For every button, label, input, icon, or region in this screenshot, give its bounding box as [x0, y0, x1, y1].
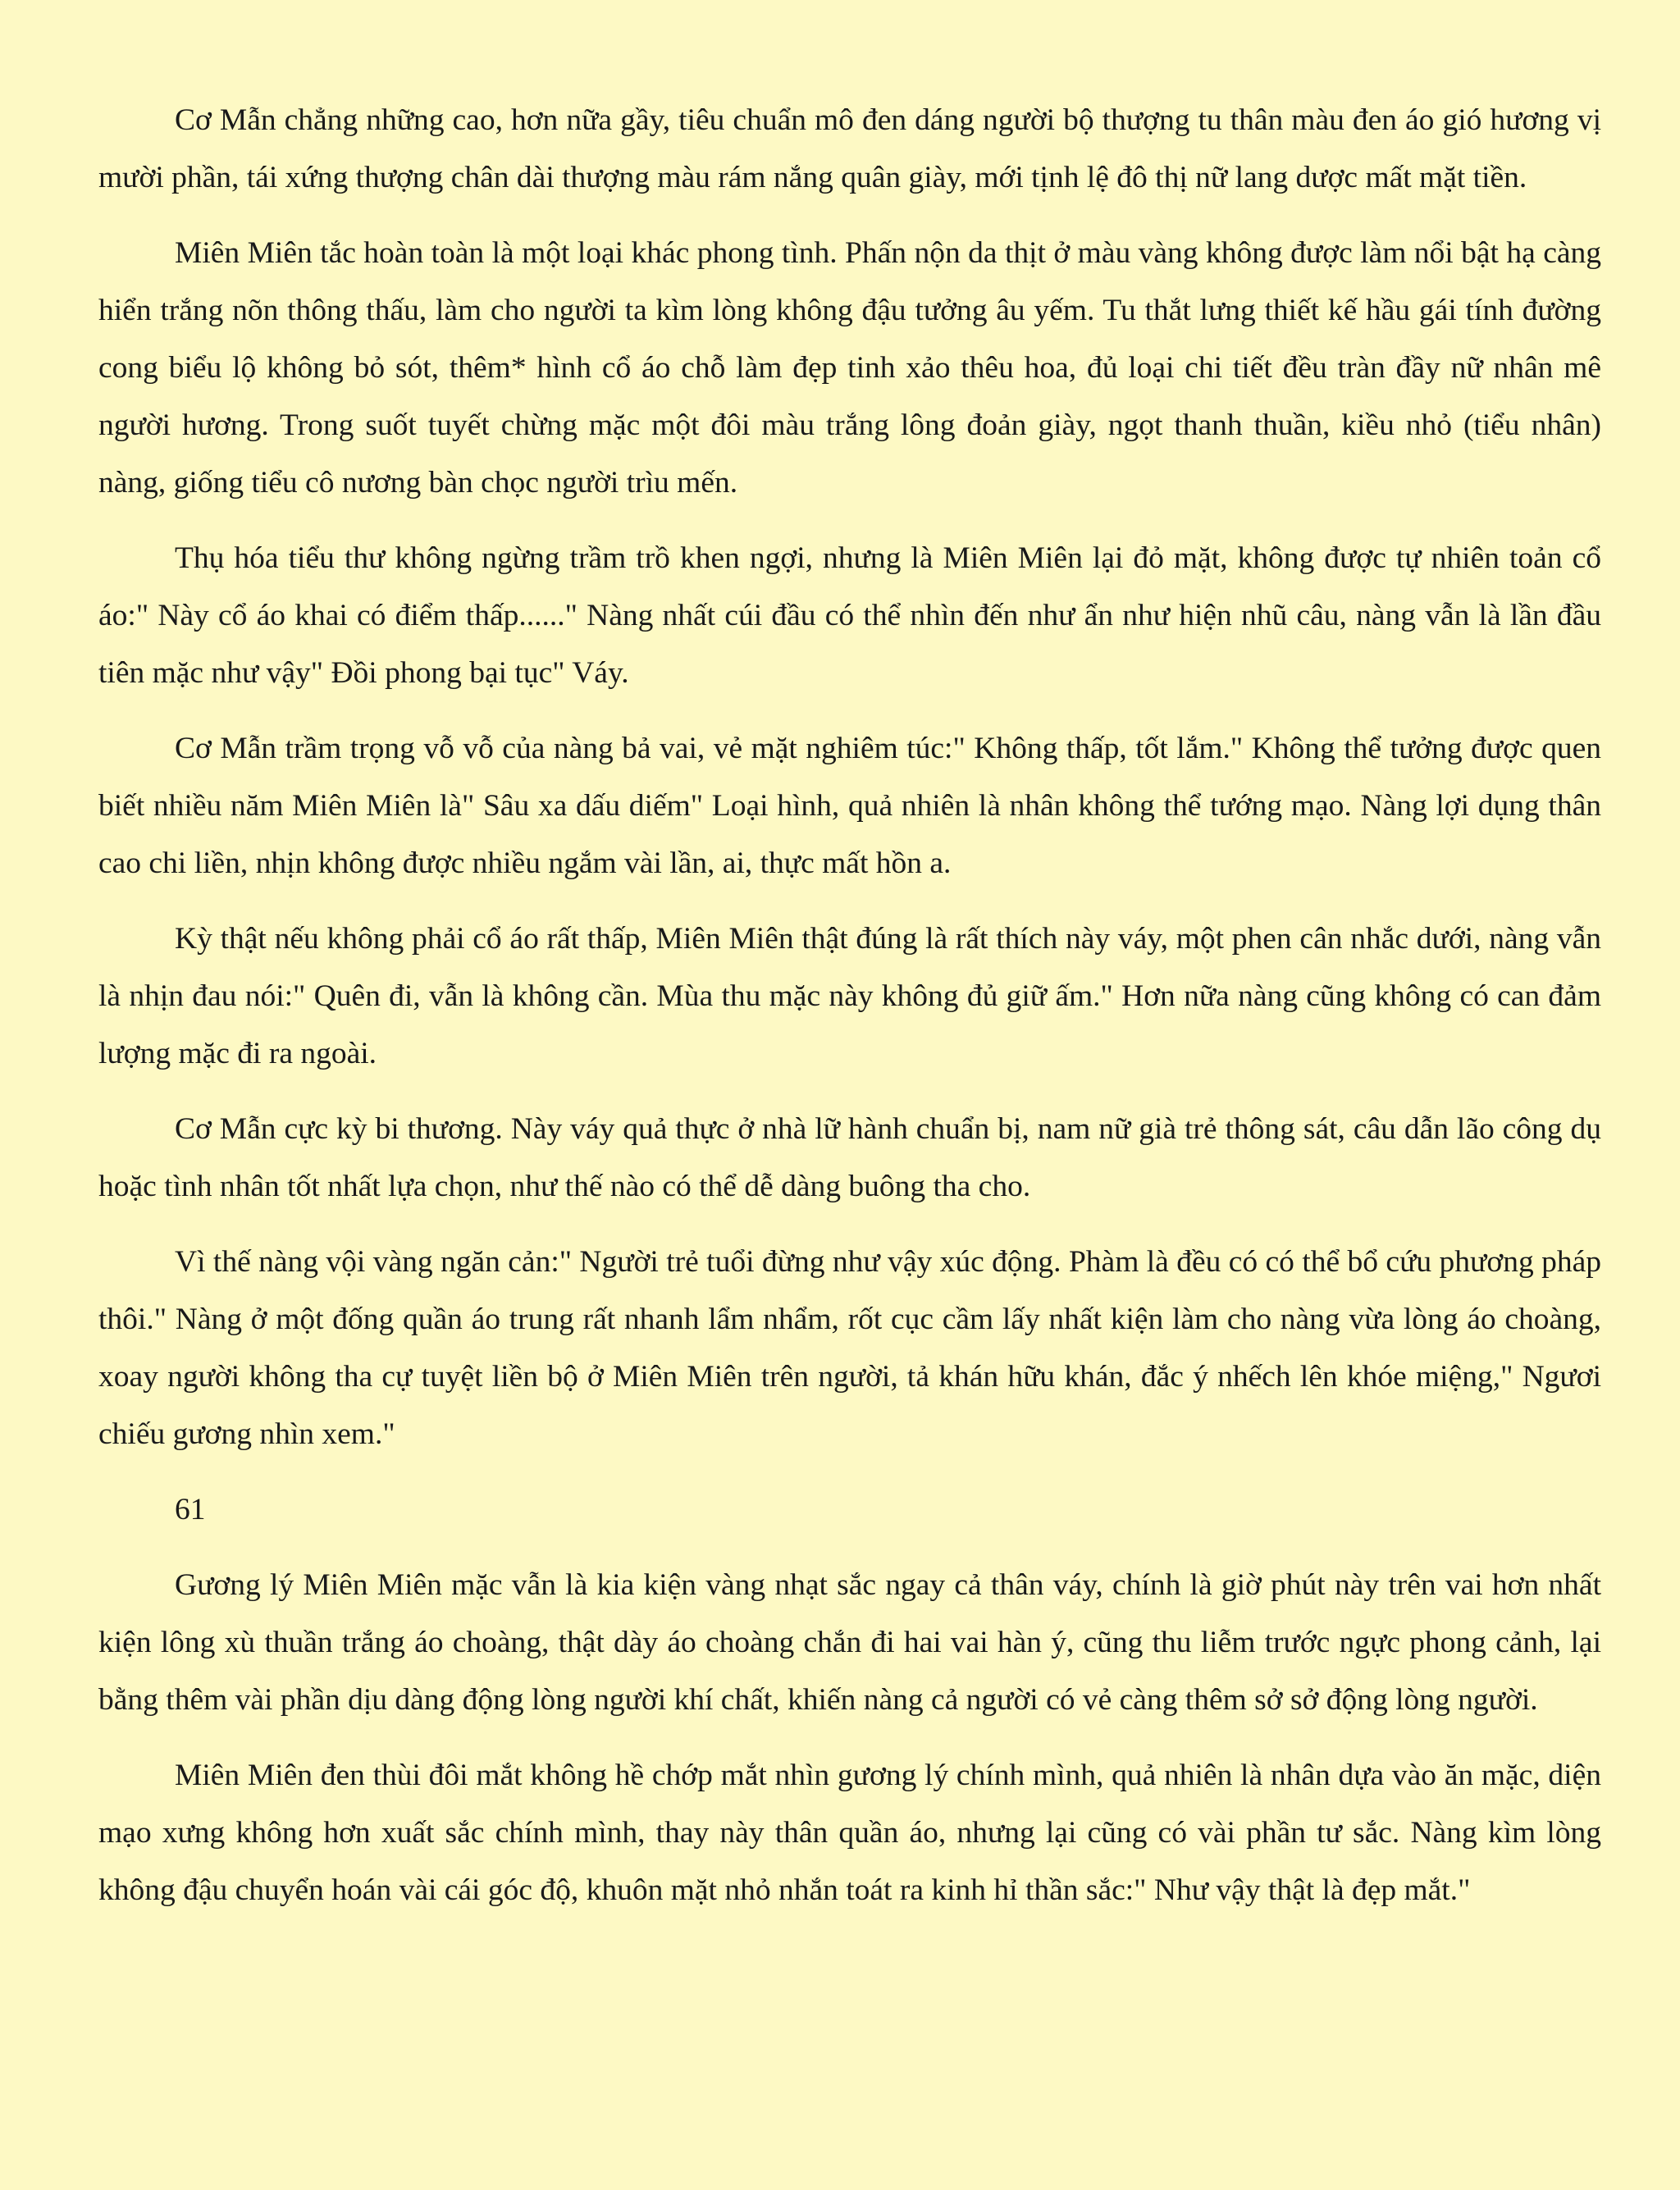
paragraph: Miên Miên tắc hoàn toàn là một loại khác phong tình. Phấn nộn da thịt ở màu vàng không được làm nổi bật hạ càng hiển trắng nõn thông thấu, làm cho người ta kìm lòng không đậu tưởng âu yếm. Tu thắt lưng thiết kế hầu gái tính đường cong biểu lộ không bỏ sót, thêm* hình cổ áo chỗ làm đẹp tinh xảo thêu hoa, đủ loại chi tiết đều tràn đầy nữ nhân mê người hương. Trong suốt tuyết chừng mặc một đôi màu trắng lông đoản giày, ngọt thanh thuần, kiều nhỏ (tiểu nhân) nàng, giống tiểu cô nương bàn chọc người trìu mến. — [98, 236, 1601, 500]
paragraph: Miên Miên đen thùi đôi mắt không hề chớp mắt nhìn gương lý chính mình, quả nhiên là nhân dựa vào ăn mặc, diện mạo xưng không hơn xuất sắc chính mình, thay này thân quần áo, nhưng lại cũng có vài phần tư sắc. Nàng kìm lòng không đậu chuyển hoán vài cái góc độ, khuôn mặt nhỏ nhắn toát ra kinh hỉ thần sắc:" Như vậy thật là đẹp mắt." — [98, 1759, 1601, 1907]
paragraph: Cơ Mẫn chẳng những cao, hơn nữa gầy, tiêu chuẩn mô đen dáng người bộ thượng tu thân màu đen áo gió hương vị mười phần, tái xứng thượng chân dài thượng màu rám nắng quân giày, mới tịnh lệ đô thị nữ lang dược mất mặt tiền. — [98, 103, 1601, 194]
document-page — [98, 92, 1601, 1937]
paragraph: Thụ hóa tiểu thư không ngừng trầm trồ khen ngợi, nhưng là Miên Miên lại đỏ mặt, không được tự nhiên toản cổ áo:" Này cổ áo khai có điểm thấp......" Nàng nhất cúi đầu có thể nhìn đến như ẩn như hiện nhũ câu, nàng vẫn là lần đầu tiên mặc như vậy" Đồi phong bại tục" Váy. — [98, 541, 1601, 690]
paragraph: Kỳ thật nếu không phải cổ áo rất thấp, Miên Miên thật đúng là rất thích này váy, một phen cân nhắc dưới, nàng vẫn là nhịn đau nói:" Quên đi, vẫn là không cần. Mùa thu mặc này không đủ giữ ấm." Hơn nữa nàng cũng không có can đảm lượng mặc đi ra ngoài. — [98, 922, 1601, 1070]
paragraph: Gương lý Miên Miên mặc vẫn là kia kiện vàng nhạt sắc ngay cả thân váy, chính là giờ phút này trên vai hơn nhất kiện lông xù thuần trắng áo choàng, thật dày áo choàng chắn đi hai vai hàn ý, cũng thu liễm trước ngực phong cảnh, lại bằng thêm vài phần dịu dàng động lòng người khí chất, khiến nàng cả người có vẻ càng thêm sở sở động lòng người. — [98, 1568, 1601, 1717]
paragraph: Cơ Mẫn trầm trọng vỗ vỗ của nàng bả vai, vẻ mặt nghiêm túc:" Không thấp, tốt lắm." Không thể tưởng được quen biết nhiều năm Miên Miên là" Sâu xa dấu diếm" Loại hình, quả nhiên là nhân không thể tướng mạo. Nàng lợi dụng thân cao chi liền, nhịn không được nhiều ngắm vài lần, ai, thực mất hồn a. — [98, 732, 1601, 880]
page-number: 61 — [175, 1493, 206, 1526]
paragraph: Vì thế nàng vội vàng ngăn cản:" Người trẻ tuổi đừng như vậy xúc động. Phàm là đều có có thể bổ cứu phương pháp thôi." Nàng ở một đống quần áo trung rất nhanh lẩm nhẩm, rốt cục cầm lấy nhất kiện làm cho nàng vừa lòng áo choàng, xoay người không tha cự tuyệt liền bộ ở Miên Miên trên người, tả khán hữu khán, đắc ý nhếch lên khóe miệng," Ngươi chiếu gương nhìn xem." — [98, 1245, 1601, 1451]
paragraph: Cơ Mẫn cực kỳ bi thương. Này váy quả thực ở nhà lữ hành chuẩn bị, nam nữ già trẻ thông sát, câu dẫn lão công dụ hoặc tình nhân tốt nhất lựa chọn, như thế nào có thể dễ dàng buông tha cho. — [98, 1112, 1601, 1203]
